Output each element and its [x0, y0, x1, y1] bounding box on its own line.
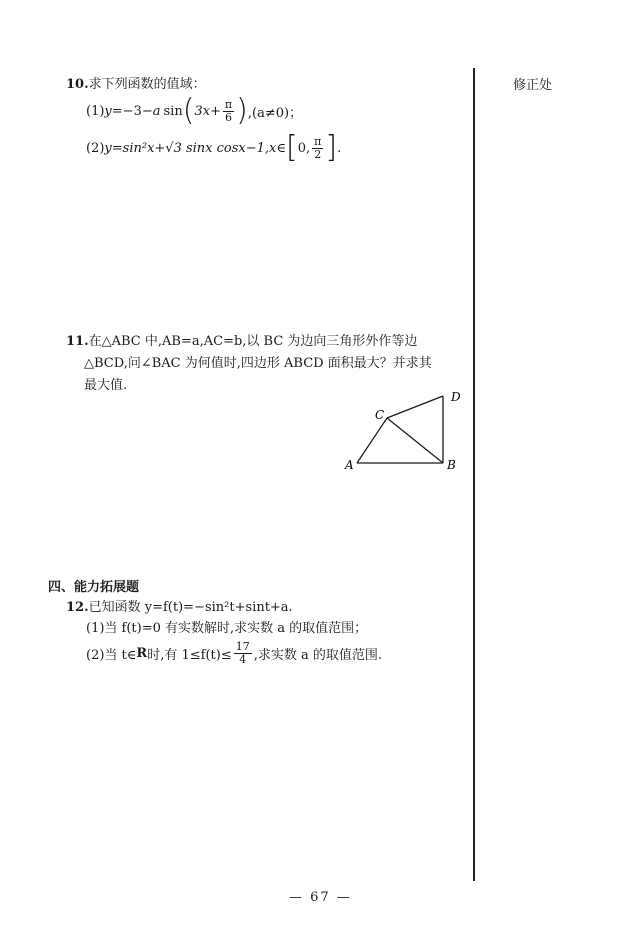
label-d: D [451, 390, 461, 404]
q10-p1-frac-den: 6 [225, 110, 233, 124]
q10-p2-expr: y=sin²x+√3 sinx cosx−1,x∈ [104, 140, 287, 156]
q10-number: 10. [66, 77, 89, 92]
q12-prompt: 已知函数 y=f(t)=−sin²t+sint+a. [88, 600, 293, 615]
q12-p2-end: ,求实数 a 的取值范围. [253, 647, 383, 663]
label-c: C [375, 408, 385, 422]
q11-line3: 最大值. [84, 378, 128, 393]
q12-p2-mid: 时,有 1≤f(t)≤ [147, 647, 232, 663]
segment-cb [387, 418, 443, 463]
label-a: A [345, 458, 354, 472]
q10-p1-lparen: ( [182, 93, 195, 128]
q10-p2-zero: 0, [297, 140, 311, 156]
q10-p1-y: y [104, 103, 112, 119]
q10-p1-inner: 3x+ [194, 103, 221, 119]
q12-p2-frac-num: 17 [235, 639, 250, 653]
q10-p1-frac-num: π [224, 97, 233, 111]
q10-p1-sin: sin [163, 103, 183, 119]
q10-p2-frac-den: 2 [314, 147, 322, 161]
q12-part2 [86, 636, 382, 670]
q10-part2 [86, 130, 341, 166]
q10-p2-rbracket: ] [325, 130, 338, 165]
q10-part1 [86, 93, 302, 129]
q12-p2-lead: (2)当 t∈ [86, 647, 137, 663]
page-number: — 67 — [289, 890, 352, 905]
q10-p1-condition: ,(a≠0)； [247, 105, 303, 121]
margin-divider [473, 68, 475, 881]
section-4-title: 四、能力拓展题 [48, 580, 140, 595]
q12-p2-fraction [234, 641, 252, 666]
q10-p1-rparen: ) [236, 93, 248, 128]
q10-p1-a: a [152, 103, 161, 119]
q10-p1-expr: =−3− [111, 103, 153, 119]
q11-line1-text: 在△ABC 中,AB=a,AC=b,以 BC 为边向三角形外作等边 [88, 334, 418, 349]
q10-p2-frac-num: π [314, 134, 322, 148]
segment-ac [357, 418, 387, 463]
q10-p1-lead: (1) [86, 103, 105, 119]
q10-p1-fraction [223, 99, 234, 124]
q10-heading [66, 73, 206, 92]
q11-line2: △BCD,问∠BAC 为何值时,四边形 ABCD 面积最大？并求其 [84, 356, 432, 371]
q12-heading [66, 596, 293, 615]
q12-p2-frac-den: 4 [239, 652, 247, 666]
q10-p2-end: . [337, 140, 342, 156]
q10-p2-lead: (2) [86, 140, 105, 156]
correction-label: 修正处 [513, 78, 553, 93]
q12-number: 12. [66, 600, 89, 615]
q11-line1 [66, 331, 432, 353]
q11-figure [335, 385, 465, 480]
q12-part1: (1)当 f(t)=0 有实数解时,求实数 a 的取值范围； [86, 621, 368, 636]
q12-p2-real-set: R [136, 645, 148, 661]
segment-cd [387, 396, 443, 418]
q10-prompt: 求下列函数的值域： [88, 77, 206, 92]
q11-number: 11. [66, 334, 89, 349]
label-b: B [447, 458, 456, 472]
q10-p2-lbracket: [ [286, 130, 298, 165]
q10-p2-fraction [312, 136, 323, 161]
